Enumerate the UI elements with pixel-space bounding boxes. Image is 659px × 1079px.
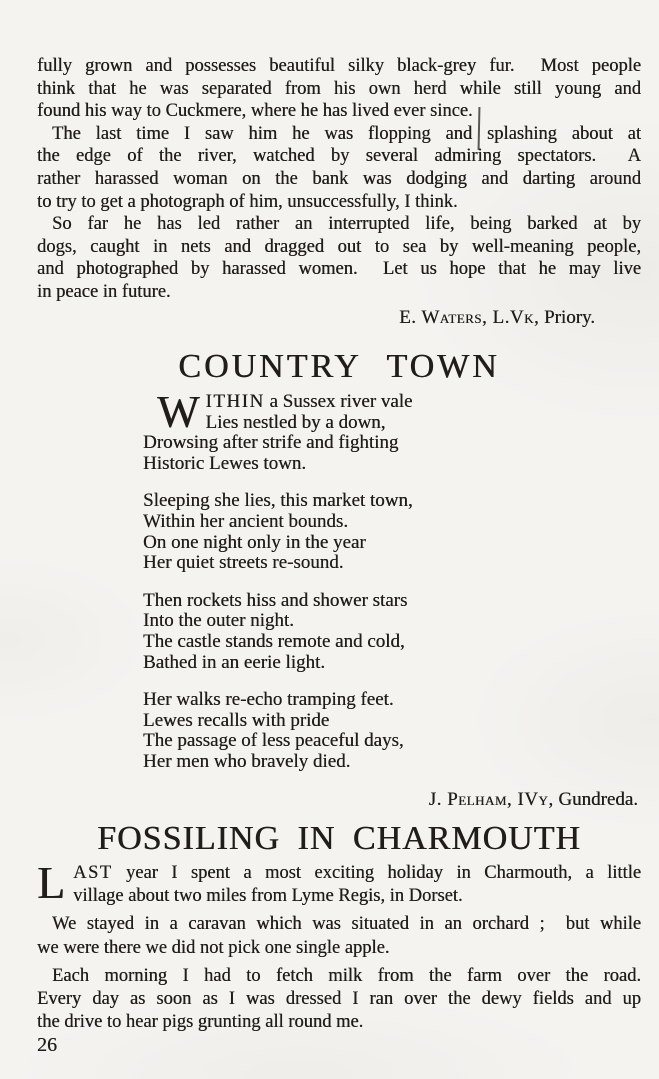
text-line: Her quiet streets re-sound.: [143, 552, 344, 574]
text-line: We stayed in a caravan which was situated in an orchard ; but while: [52, 914, 641, 935]
author-signature: [143, 790, 640, 811]
text-line: rather harassed woman on the bank was dodging and darting around: [37, 168, 641, 189]
drop-cap: W: [157, 387, 200, 437]
text-line: [37, 862, 641, 885]
text-line: So far he has led rather an interrupted life, being barked at by: [52, 214, 641, 235]
text-line: Each morning I had to fetch milk from the farm over the road.: [52, 965, 641, 986]
paragraph: [37, 965, 641, 1035]
text-line: [143, 392, 640, 413]
author-signature: [37, 307, 641, 330]
author-house: Gundreda.: [553, 788, 638, 810]
poem-stanza: [143, 491, 640, 573]
text-line: the edge of the river, watched by several admiring spectators. A: [37, 146, 641, 167]
poem-stanza: [143, 690, 640, 772]
text-line: The last time I saw him he was flopping and splashing about at: [52, 123, 641, 144]
opening-caps: AST: [73, 863, 113, 883]
text-line: Into the outer night.: [143, 610, 294, 632]
text-line: Sleeping she lies, this market town,: [143, 490, 413, 512]
text-line: Bathed in an eerie light.: [143, 651, 326, 673]
article-ending-section: [37, 55, 641, 329]
text-line: Every day as soon as I was dressed I ran over the dewy fields and up: [37, 989, 641, 1010]
author-house: Priory.: [539, 306, 595, 328]
text-line: Historic Lewes town.: [143, 452, 307, 474]
text-line: On one night only in the year: [143, 531, 366, 553]
poem-stanza: [143, 591, 640, 673]
page-number: 26: [37, 1034, 57, 1056]
text-line: found his way to Cuckmere, where he has lived ever since.: [37, 101, 473, 122]
poem-section: [143, 387, 640, 810]
text-line: The castle stands remote and cold,: [143, 630, 405, 652]
text-line: in peace in future.: [37, 281, 171, 302]
paragraph: [37, 213, 641, 303]
poem-stanza: [143, 387, 640, 474]
opening-caps: ITHIN: [205, 391, 265, 412]
text-line: think that he was separated from his own herd while still young and: [37, 78, 641, 99]
text-line: and photographed by harassed women. Let us hope that he may live: [37, 259, 641, 280]
opening-rest: year I spent a most exciting holiday in Charmouth, a little: [112, 863, 641, 883]
text-line: the drive to hear pigs grunting all round me.: [37, 1012, 364, 1033]
poem-title: COUNTRY TOWN: [178, 348, 500, 385]
text-line: we were there we did not pick one single apple.: [37, 937, 390, 958]
text-line: to try to get a photograph of him, unsuccessfully, I think.: [37, 191, 458, 212]
author-name: E. Waters, L.Vk,: [399, 306, 540, 328]
text-line: Her men who bravely died.: [143, 750, 351, 772]
paragraph: [37, 857, 641, 908]
text-line: fully grown and possesses beautiful silky black-grey fur. Most people: [37, 56, 641, 76]
text-line: Within her ancient bounds.: [143, 510, 349, 532]
article-title: FOSSILING IN CHARMOUTH: [97, 820, 581, 857]
text-line: Drowsing after strife and fighting: [143, 432, 399, 454]
article-section: [37, 857, 641, 1034]
drop-cap: L: [37, 857, 66, 908]
text-line: village about two miles from Lyme Regis, in Dorset.: [73, 886, 463, 907]
text-line: Lewes recalls with pride: [143, 709, 330, 731]
paragraph: [37, 55, 641, 123]
text-line: dogs, caught in nets and dragged out to sea by well-meaning people,: [37, 236, 641, 257]
text-line: The passage of less peaceful days,: [143, 730, 404, 752]
text-line: Lies nestled by a down,: [205, 411, 386, 433]
paragraph: [37, 123, 641, 213]
stanza-lines: [143, 413, 640, 475]
author-name: J. Pelham, IVy,: [428, 788, 554, 810]
paragraph: [37, 913, 641, 959]
paragraph-lines: [37, 885, 641, 908]
text-line: Her walks re-echo tramping feet.: [143, 689, 394, 711]
opening-rest: a Sussex river vale: [264, 391, 413, 412]
text-line: Then rockets hiss and shower stars: [143, 589, 408, 611]
